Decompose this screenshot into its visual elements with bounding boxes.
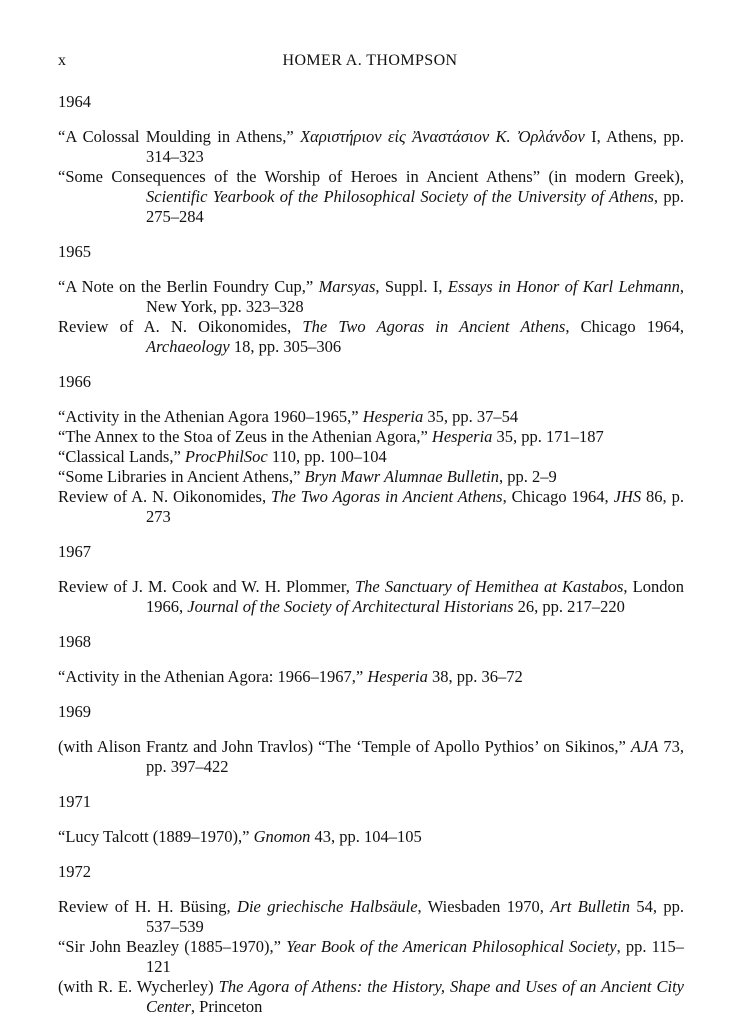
bibliography-entry bbox=[58, 667, 684, 687]
year-heading: 1965 bbox=[58, 242, 91, 261]
year-entries bbox=[58, 277, 684, 357]
year-entries bbox=[58, 127, 684, 227]
page-header bbox=[58, 52, 682, 76]
entry-text: “Classical Lands,” bbox=[58, 447, 185, 466]
year-heading: 1969 bbox=[58, 702, 91, 721]
bibliography-entry bbox=[58, 277, 684, 317]
year-heading: 1972 bbox=[58, 862, 91, 881]
year-heading: 1971 bbox=[58, 792, 91, 811]
entry-text: 26, pp. 217–220 bbox=[513, 597, 625, 616]
entry-title-italic: The Sanctuary of Hemithea at Kastabos bbox=[354, 577, 624, 596]
year-entries bbox=[58, 577, 684, 617]
entry-text: 110, pp. 100–104 bbox=[267, 447, 387, 466]
entry-text: 73, pp. 397–422 bbox=[146, 737, 684, 776]
bibliography-entry bbox=[58, 447, 684, 467]
year-heading: 1966 bbox=[58, 372, 91, 391]
bibliography-entry bbox=[58, 407, 684, 427]
year-entries bbox=[58, 737, 684, 777]
entry-title-italic: Essays in Honor of Karl Lehmann bbox=[447, 277, 680, 296]
entry-text: “The Annex to the Stoa of Zeus in the Athenian Agora,” bbox=[58, 427, 432, 446]
bibliography-entry bbox=[58, 827, 684, 847]
year-heading: 1968 bbox=[58, 632, 91, 651]
entry-text: , Princeton bbox=[190, 997, 263, 1016]
bibliography-entry bbox=[58, 127, 684, 167]
entry-text: , pp. 115–121 bbox=[146, 937, 685, 976]
entry-text: 38, pp. 36–72 bbox=[427, 667, 523, 686]
entry-text: , pp. 2–9 bbox=[499, 467, 557, 486]
entry-title-italic: Bryn Mawr Alumnae Bulletin bbox=[304, 467, 499, 486]
bibliography-entry bbox=[58, 167, 684, 227]
entry-title-italic: The Two Agoras in Ancient Athens bbox=[302, 317, 566, 336]
entry-text: Review of A. N. Oikonomides, bbox=[58, 487, 272, 506]
entry-text: “Lucy Talcott (1889–1970),” bbox=[58, 827, 254, 846]
entry-title-italic: ProcPhilSoc bbox=[184, 447, 268, 466]
entry-text: “Some Consequences of the Worship of Heroes in Ancient Athens” (in modern Greek), bbox=[58, 167, 684, 186]
entry-text: Review of H. H. Büsing, bbox=[58, 897, 238, 916]
entry-title-italic: Gnomon bbox=[253, 827, 311, 846]
entry-text: “A Colossal Moulding in Athens,” bbox=[58, 127, 301, 146]
entry-text: Review of A. N. Oikonomides, bbox=[58, 317, 303, 336]
entry-text: 54, pp. 537–539 bbox=[146, 897, 685, 936]
entry-text: “Activity in the Athenian Agora: 1966–1967,” bbox=[58, 667, 368, 686]
entry-text: 35, pp. 171–187 bbox=[492, 427, 604, 446]
entry-title-italic: Scientific Yearbook of the Philosophical Society of the University of Athens bbox=[146, 187, 654, 206]
year-entries bbox=[58, 897, 684, 1017]
entry-text: , pp. 275–284 bbox=[146, 187, 684, 226]
entry-text: , Chicago 1964, bbox=[565, 317, 684, 336]
entry-title-italic: AJA bbox=[630, 737, 659, 756]
bibliography-entry bbox=[58, 487, 684, 527]
entry-title-italic: Journal of the Society of Architectural Historians bbox=[187, 597, 514, 616]
year-entries bbox=[58, 827, 684, 847]
running-head: HOMER A. THOMPSON bbox=[282, 52, 458, 69]
bibliography-entry bbox=[58, 427, 684, 447]
entry-text: “Some Libraries in Ancient Athens,” bbox=[58, 467, 305, 486]
page-number: x bbox=[58, 52, 66, 69]
entry-title-italic: Die griechische Halbsäule bbox=[237, 897, 418, 916]
entry-text: , Chicago 1964, bbox=[502, 487, 614, 506]
year-heading: 1964 bbox=[58, 92, 91, 111]
entry-text: 86, p. 273 bbox=[146, 487, 684, 526]
entry-text: “A Note on the Berlin Foundry Cup,” bbox=[58, 277, 319, 296]
entry-text: , London 1966, bbox=[146, 577, 684, 616]
bibliography-entry bbox=[58, 737, 684, 777]
bibliography-entry bbox=[58, 317, 684, 357]
entry-text: 18, pp. 305–306 bbox=[229, 337, 342, 356]
entry-title-italic: Archaeology bbox=[146, 337, 230, 356]
entry-title-italic: Year Book of the American Philosophical Society bbox=[286, 937, 617, 956]
bibliography-entry bbox=[58, 467, 684, 487]
entry-text: I, Athens, pp. 314–323 bbox=[146, 127, 685, 166]
entry-text: , Wiesbaden 1970, bbox=[417, 897, 551, 916]
bibliography-entry bbox=[58, 937, 684, 977]
entry-title-italic: Χαριστήριον εἰς Ἀναστάσιον Κ. Ὀρλάνδον bbox=[300, 127, 585, 146]
bibliography-list bbox=[58, 92, 684, 1032]
entry-text: (with R. E. Wycherley) bbox=[58, 977, 219, 996]
entry-title-italic: Hesperia bbox=[367, 667, 428, 686]
entry-text: “Sir John Beazley (1885–1970),” bbox=[58, 937, 287, 956]
entry-text: , Suppl. I, bbox=[375, 277, 448, 296]
entry-text: “Activity in the Athenian Agora 1960–1965,” bbox=[58, 407, 363, 426]
entry-text: 43, pp. 104–105 bbox=[310, 827, 422, 846]
entry-text: 35, pp. 37–54 bbox=[423, 407, 519, 426]
year-entries bbox=[58, 667, 684, 687]
entry-text: , New York, pp. 323–328 bbox=[146, 277, 684, 316]
bibliography-entry bbox=[58, 977, 684, 1017]
bibliography-entry bbox=[58, 577, 684, 617]
entry-title-italic: Marsyas bbox=[318, 277, 376, 296]
entry-title-italic: Hesperia bbox=[431, 427, 493, 446]
entry-title-italic: Art Bulletin bbox=[550, 897, 630, 916]
entry-title-italic: JHS bbox=[613, 487, 642, 506]
entry-text: Review of J. M. Cook and W. H. Plommer, bbox=[58, 577, 355, 596]
year-heading: 1967 bbox=[58, 542, 91, 561]
entry-title-italic: The Agora of Athens: the History, Shape and Uses of an Ancient City Center bbox=[146, 977, 684, 1016]
year-entries bbox=[58, 407, 684, 527]
entry-text: (with Alison Frantz and John Travlos) “The ‘Temple of Apollo Pythios’ on Sikinos,” bbox=[58, 737, 631, 756]
bibliography-entry bbox=[58, 897, 684, 937]
entry-title-italic: Hesperia bbox=[362, 407, 424, 426]
entry-title-italic: The Two Agoras in Ancient Athens bbox=[271, 487, 503, 506]
